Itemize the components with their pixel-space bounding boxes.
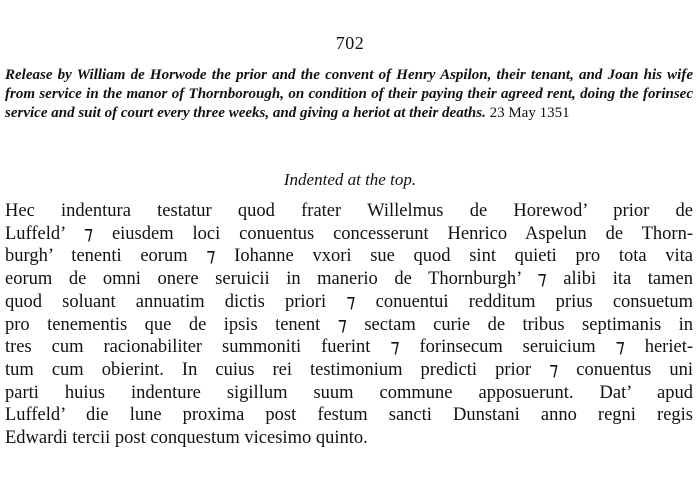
body-line: tum cum obierint. In cuius rei testimonium predicti prior ⁊ conuentus uni <box>5 359 693 380</box>
indenture-note: Indented at the top. <box>283 170 417 189</box>
body-line: parti huius indenture sigillum suum commune apposuerunt. Dat’ apud <box>5 382 693 403</box>
body-line: burgh’ tenenti eorum ⁊ Iohanne vxori sue quod sint quieti pro tota vita <box>5 246 693 267</box>
body-line: eorum de omni onere seruicii in manerio de Thornburgh’ ⁊ alibi ita tamen <box>5 269 693 290</box>
body-line: Luffeld’ die lune proxima post festum sancti Dunstani anno regni regis <box>5 405 693 426</box>
document-summary <box>5 66 693 123</box>
document-date: 23 May 1351 <box>489 105 570 121</box>
document-number: 702 <box>335 33 365 53</box>
body-line: Hec indentura testatur quod frater Willelmus de Horewod’ prior de <box>5 201 693 221</box>
body-line: Luffeld’ ⁊ eiusdem loci conuentus concesserunt Henrico Aspelun de Thorn- <box>5 223 693 244</box>
body-line: tres cum racionabiliter summoniti fuerint ⁊ forinsecum seruicium ⁊ heriet- <box>5 337 693 358</box>
body-line: pro tenementis que de ipsis tenent ⁊ sectam curie de tribus septimanis in <box>5 314 693 335</box>
body-line: Edwardi tercii post conquestum vicesimo quinto. <box>5 428 368 449</box>
summary-text: Release by William de Horwode the prior and the convent of Henry Aspilon, their tenant, and Joan his wife from service in the manor of Thornborough, on condition of their paying their agreed rent, doing the forinsec service and suit of court every three weeks, and giving a heriot at their deaths. <box>5 67 693 121</box>
body-line: quod soluant annuatim dictis priori ⁊ conuentui redditum prius consuetum <box>5 291 693 312</box>
document-body <box>5 200 693 450</box>
